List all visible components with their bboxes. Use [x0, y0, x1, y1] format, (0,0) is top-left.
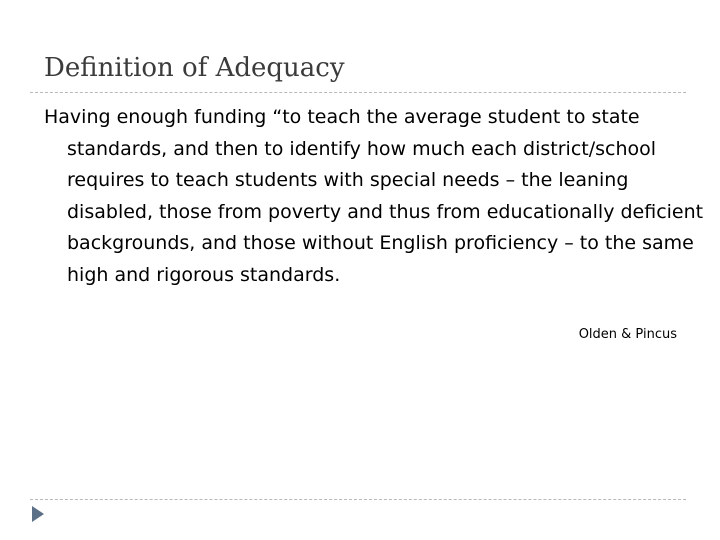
play-triangle-icon[interactable] — [31, 505, 45, 523]
attribution: Olden & Pincus — [578, 327, 677, 342]
slide-body-text: Having enough funding “to teach the average student to state standards, and then to identify how much each district/school requires to teach students with special needs – the leaning disabled, those from poverty and thus from educationally deficient backgrounds, and those without English proficiency – to the same high and rigorous standards. — [44, 106, 704, 286]
title-divider — [30, 92, 686, 93]
slide-title: Definition of Adequacy — [44, 53, 345, 83]
footer-divider — [30, 499, 686, 500]
